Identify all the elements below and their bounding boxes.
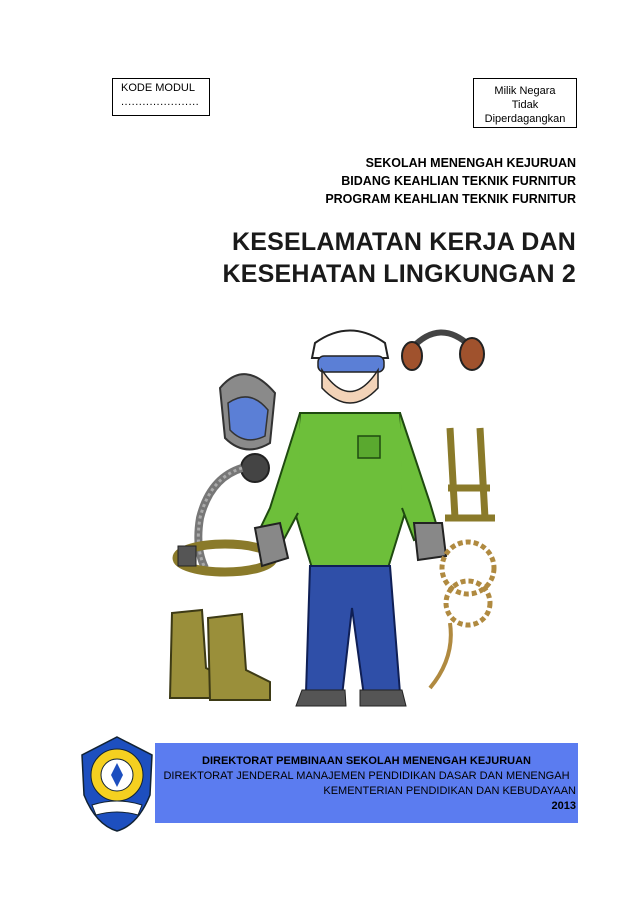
kode-modul-value: ...................... bbox=[121, 96, 200, 108]
kode-modul-box bbox=[112, 78, 210, 116]
title-line-2: KESEHATAN LINGKUNGAN 2 bbox=[222, 260, 576, 288]
milik-line-3: Diperdagangkan bbox=[484, 113, 566, 125]
school-line-1: SEKOLAH MENENGAH KEJURUAN bbox=[365, 156, 576, 170]
kode-modul-label: KODE MODUL bbox=[121, 82, 195, 94]
footer-line-2: DIREKTORAT JENDERAL MANAJEMEN PENDIDIKAN DASAR DAN MENENGAH bbox=[163, 770, 570, 782]
boots-icon bbox=[170, 610, 270, 700]
title-line-1: KESELAMATAN KERJA DAN bbox=[231, 228, 576, 256]
footer-line-3: KEMENTERIAN PENDIDIKAN DAN KEBUDAYAAN bbox=[323, 785, 576, 797]
school-line-2: BIDANG KEAHLIAN TEKNIK FURNITUR bbox=[341, 174, 576, 188]
footer-year: 2013 bbox=[551, 800, 576, 812]
footer-line-1: DIREKTORAT PEMBINAAN SEKOLAH MENENGAH KEJURUAN bbox=[202, 755, 531, 767]
tut-wuri-handayani-logo bbox=[78, 735, 156, 833]
harness-rope-icon bbox=[430, 428, 495, 688]
safety-equipment-illustration bbox=[150, 318, 500, 710]
school-line-3: PROGRAM KEAHLIAN TEKNIK FURNITUR bbox=[325, 192, 576, 206]
milik-negara-box bbox=[473, 78, 577, 128]
ear-muffs-icon bbox=[402, 332, 484, 370]
milik-line-1: Milik Negara bbox=[494, 85, 556, 97]
worker-figure bbox=[255, 331, 446, 707]
milik-line-2: Tidak bbox=[511, 99, 539, 111]
